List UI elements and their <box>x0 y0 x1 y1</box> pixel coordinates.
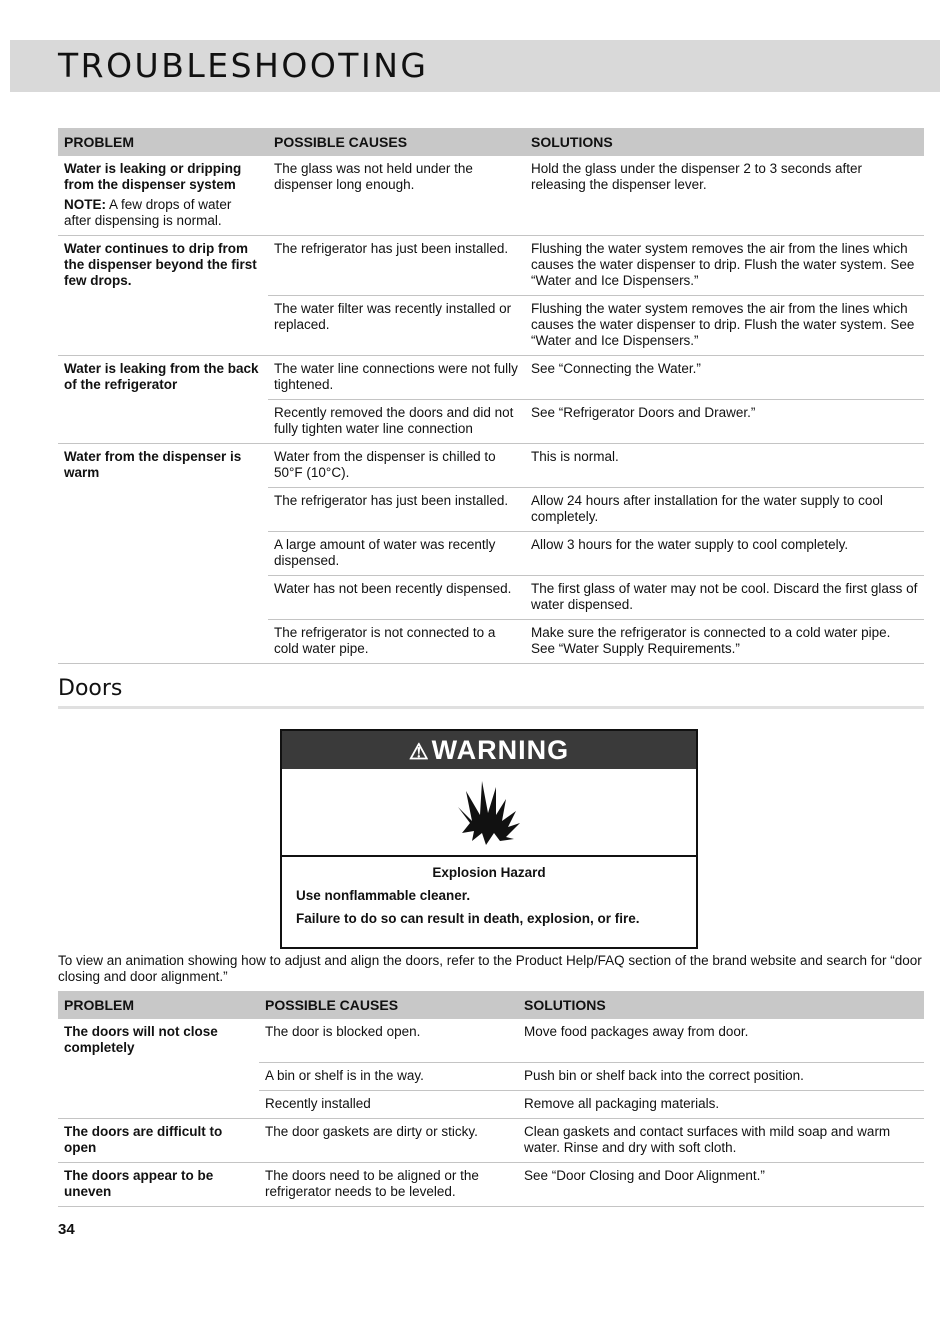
problem-text: Water is leaking or dripping from the dispenser system <box>64 161 242 192</box>
solution-cell: Flushing the water system removes the air from the lines which causes the water dispenser to drip. Flush the water system. See “Water and Ice Dispensers.” <box>525 296 924 356</box>
table-header-row <box>58 128 924 156</box>
explosion-icon <box>456 777 522 847</box>
solution-cell: Push bin or shelf back into the correct position. <box>518 1062 924 1090</box>
warning-line-2: Failure to do so can result in death, explosion, or fire. <box>296 911 640 926</box>
cause-cell: The refrigerator has just been installed. <box>268 236 525 296</box>
problem-cell: The doors are difficult to open <box>58 1118 259 1162</box>
table-row <box>58 1090 924 1118</box>
table-row <box>58 156 924 236</box>
cause-cell: Water has not been recently dispensed. <box>268 576 525 620</box>
doors-intro-text: To view an animation showing how to adjust and align the doors, refer to the Product Help/FAQ section of the brand website and search for “door closing and door alignment.” <box>58 953 922 984</box>
problem-cell <box>58 156 268 236</box>
table-row <box>58 296 924 356</box>
header-causes: POSSIBLE CAUSES <box>268 128 525 156</box>
warning-header <box>282 731 696 769</box>
problem-cell <box>58 296 268 356</box>
problem-cell: The doors will not close completely <box>64 1024 218 1055</box>
solution-cell: Make sure the refrigerator is connected to a cold water pipe. See “Water Supply Requirements.” <box>525 620 924 664</box>
doors-section-title: Doors <box>58 676 123 701</box>
table-row <box>58 1118 924 1162</box>
doors-troubleshooting-table <box>58 991 924 1207</box>
warning-line-1: Use nonflammable cleaner. <box>296 888 471 903</box>
note-text: A few drops of water after dispensing is normal. <box>64 197 232 228</box>
cause-cell: The water filter was recently installed or replaced. <box>268 296 525 356</box>
page-title: TROUBLESHOOTING <box>58 46 429 85</box>
warning-text <box>282 857 696 926</box>
problem-cell: Water from the dispenser is warm <box>64 449 242 480</box>
section-divider <box>58 706 924 709</box>
warning-icon-panel <box>282 769 696 857</box>
warning-heading: WARNING <box>431 735 570 765</box>
cause-cell: Recently removed the doors and did not fully tighten water line connection <box>268 400 525 444</box>
cause-cell: The refrigerator has just been installed. <box>268 488 525 532</box>
table-row <box>58 356 924 400</box>
cause-cell: The refrigerator is not connected to a cold water pipe. <box>268 620 525 664</box>
solution-cell: The first glass of water may not be cool. Discard the first glass of water dispensed. <box>525 576 924 620</box>
solution-cell: See “Refrigerator Doors and Drawer.” <box>525 400 924 444</box>
problem-cell <box>58 532 268 576</box>
hazard-title: Explosion Hazard <box>432 865 546 880</box>
cause-cell: A large amount of water was recently dispensed. <box>268 532 525 576</box>
header-problem: PROBLEM <box>58 991 259 1019</box>
problem-cell <box>58 1062 259 1090</box>
problem-cell <box>58 576 268 620</box>
solution-cell: Allow 3 hours for the water supply to cool completely. <box>525 532 924 576</box>
solution-cell: See “Connecting the Water.” <box>525 356 924 400</box>
cause-cell: The water line connections were not fully tightened. <box>268 356 525 400</box>
table-row <box>58 444 924 488</box>
solution-cell: This is normal. <box>525 444 924 488</box>
solution-cell: Allow 24 hours after installation for the water supply to cool completely. <box>525 488 924 532</box>
problem-cell: Water continues to drip from the dispenser beyond the first few drops. <box>64 241 257 288</box>
table-row <box>58 576 924 620</box>
warning-box <box>280 729 698 949</box>
header-causes: POSSIBLE CAUSES <box>259 991 518 1019</box>
problem-cell <box>58 1090 259 1118</box>
table-row <box>58 236 924 296</box>
table-row <box>58 400 924 444</box>
solution-cell: Clean gaskets and contact surfaces with mild soap and warm water. Rinse and dry with soft cloth. <box>518 1118 924 1162</box>
problem-cell <box>58 620 268 664</box>
solution-cell: Flushing the water system removes the air from the lines which causes the water dispenser to drip. Flush the water system. See “Water and Ice Dispensers.” <box>525 236 924 296</box>
problem-cell <box>58 488 268 532</box>
solution-cell: Move food packages away from door. <box>518 1019 924 1062</box>
cause-cell: The door is blocked open. <box>259 1019 518 1062</box>
table-row <box>58 1162 924 1206</box>
table-row <box>58 620 924 664</box>
table-row <box>58 1019 924 1062</box>
solution-cell: Remove all packaging materials. <box>518 1090 924 1118</box>
problem-cell: The doors appear to be uneven <box>58 1162 259 1206</box>
table-row <box>58 488 924 532</box>
problem-cell: Water is leaking from the back of the refrigerator <box>64 361 259 392</box>
table-row <box>58 532 924 576</box>
table-header-row <box>58 991 924 1019</box>
cause-cell: Water from the dispenser is chilled to 50°F (10°C). <box>268 444 525 488</box>
note-label: NOTE: <box>64 197 106 212</box>
cause-cell: The glass was not held under the dispenser long enough. <box>268 156 525 236</box>
problem-cell <box>58 400 268 444</box>
header-solutions: SOLUTIONS <box>525 128 924 156</box>
table-row <box>58 1062 924 1090</box>
warning-triangle-icon: ⚠ <box>408 739 430 764</box>
cause-cell: The door gaskets are dirty or sticky. <box>259 1118 518 1162</box>
solution-cell: See “Door Closing and Door Alignment.” <box>518 1162 924 1206</box>
header-solutions: SOLUTIONS <box>518 991 924 1019</box>
note <box>64 197 262 229</box>
cause-cell: The doors need to be aligned or the refrigerator needs to be leveled. <box>259 1162 518 1206</box>
cause-cell: A bin or shelf is in the way. <box>259 1062 518 1090</box>
solution-cell: Hold the glass under the dispenser 2 to 3 seconds after releasing the dispenser lever. <box>525 156 924 236</box>
header-problem: PROBLEM <box>58 128 268 156</box>
water-troubleshooting-table <box>58 128 924 664</box>
page-number: 34 <box>58 1221 75 1238</box>
cause-cell: Recently installed <box>259 1090 518 1118</box>
